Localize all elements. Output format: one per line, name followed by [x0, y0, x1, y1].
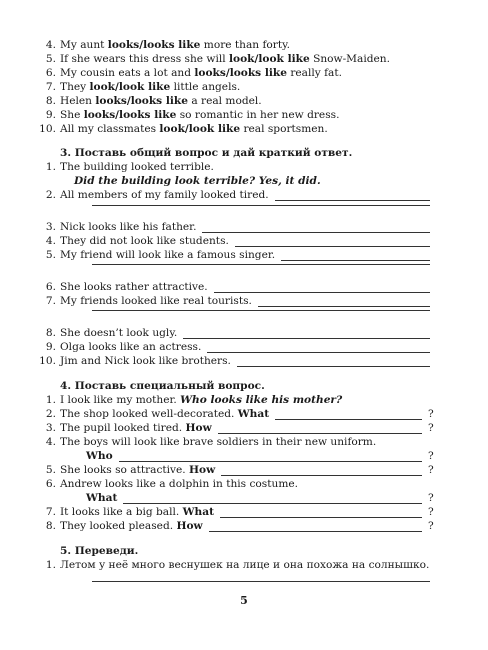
- sentence-text: She: [60, 109, 84, 121]
- item-number: 9.: [45, 109, 56, 121]
- sentence-text: I look like my mother.: [60, 394, 181, 406]
- item-number: 3.: [45, 422, 56, 434]
- sentence-text: The building looked terrible.: [60, 161, 214, 173]
- option-pair: look/look like: [89, 81, 171, 93]
- exercise-prev-item: [45, 80, 440, 94]
- item-number: 4.: [45, 436, 56, 448]
- question-word: What: [182, 506, 214, 518]
- sentence-text: She doesn’t look ugly.: [60, 327, 178, 339]
- question-mark: ?: [428, 492, 434, 504]
- sentence-text: a real model.: [187, 95, 262, 107]
- item-number: 9.: [45, 341, 56, 353]
- option-pair: looks/looks like: [83, 109, 177, 121]
- question-mark: ?: [428, 506, 434, 518]
- item-number: 6.: [45, 281, 56, 293]
- exercise-3-title: 3. Поставь общий вопрос и дай краткий ответ.: [60, 147, 353, 159]
- question-mark: ?: [428, 520, 434, 532]
- sentence-text: All my classmates: [60, 123, 160, 135]
- sentence-text: She looks rather attractive.: [60, 281, 208, 293]
- exercise-5-item: [45, 558, 440, 572]
- sentence-text: They: [60, 81, 90, 93]
- exercise-4-item: [45, 435, 440, 449]
- exercise-prev-item: [45, 108, 440, 122]
- exercise-3-item: [45, 160, 440, 174]
- question-word: How: [189, 464, 216, 476]
- question-word: What: [237, 408, 270, 420]
- item-number: 10.: [39, 355, 56, 367]
- answer-line[interactable]: [220, 517, 422, 518]
- item-number: 8.: [45, 95, 56, 107]
- sentence-text: My aunt: [60, 39, 108, 51]
- option-pair: looks/looks like: [194, 67, 287, 79]
- sentence-text: little angels.: [170, 81, 241, 93]
- exercise-4-item: [45, 477, 440, 491]
- question-word: What: [86, 492, 118, 504]
- page-number: 5: [240, 594, 248, 607]
- sentence-text: Летом у неё много веснушек на лице и она похожа на солнышко.: [60, 559, 430, 571]
- sentence-text: She looks so attractive.: [60, 464, 190, 476]
- item-number: 2.: [45, 408, 56, 420]
- sentence-text: The boys will look like brave soldiers in their new uniform.: [60, 436, 377, 448]
- item-number: 4.: [45, 39, 56, 51]
- exercise-prev-item: [45, 38, 440, 52]
- question-mark: ?: [428, 450, 434, 462]
- item-number: 6.: [45, 478, 56, 490]
- sentence-text: Jim and Nick look like brothers.: [60, 355, 231, 367]
- answer-line[interactable]: [202, 232, 430, 233]
- item-number: 7.: [45, 295, 56, 307]
- example-answer: Who looks like his mother?: [180, 394, 343, 406]
- answer-line[interactable]: [275, 419, 422, 420]
- answer-line[interactable]: [183, 338, 430, 339]
- sentence-text: Nick looks like his father.: [60, 221, 197, 233]
- item-number: 8.: [45, 520, 56, 532]
- answer-line[interactable]: [237, 366, 430, 367]
- option-pair: looks/looks like: [95, 95, 188, 107]
- sentence-text: The shop looked well-decorated.: [60, 408, 238, 420]
- item-number: 3.: [45, 221, 56, 233]
- sentence-text: Olga looks like an actress.: [60, 341, 202, 353]
- answer-line[interactable]: [92, 581, 430, 582]
- item-number: 5.: [45, 53, 56, 65]
- exercise-4-title: 4. Поставь специальный вопрос.: [60, 380, 265, 392]
- exercise-4-item: [45, 393, 440, 407]
- sentence-text: Andrew looks like a dolphin in this costume.: [60, 478, 298, 490]
- exercise-3-item: [74, 174, 454, 188]
- sentence-text: They looked pleased.: [60, 520, 177, 532]
- sentence-text: They did not look like students.: [60, 235, 229, 247]
- exercise-prev-item: [39, 122, 440, 136]
- option-pair: look/look like: [159, 123, 241, 135]
- answer-line[interactable]: [214, 292, 430, 293]
- answer-line[interactable]: [119, 461, 422, 462]
- answer-line[interactable]: [209, 531, 422, 532]
- item-number: 4.: [45, 235, 56, 247]
- question-word: How: [185, 422, 212, 434]
- answer-line[interactable]: [218, 433, 422, 434]
- item-number: 5.: [45, 249, 56, 261]
- item-number: 1.: [45, 559, 56, 571]
- answer-line[interactable]: [258, 306, 430, 307]
- answer-line[interactable]: [221, 475, 422, 476]
- sentence-text: real sportsmen.: [240, 123, 328, 135]
- item-number: 7.: [45, 506, 56, 518]
- option-pair: looks/looks like: [107, 39, 201, 51]
- sentence-text: My friends looked like real tourists.: [60, 295, 252, 307]
- option-pair: look/look like: [229, 53, 310, 65]
- sentence-text: If she wears this dress she will: [60, 53, 230, 65]
- sentence-text: really fat.: [286, 67, 342, 79]
- item-number: 10.: [39, 123, 56, 135]
- exercise-5-title: 5. Переведи.: [60, 545, 139, 557]
- answer-line[interactable]: [275, 200, 430, 201]
- question-mark: ?: [428, 408, 434, 420]
- item-number: 6.: [45, 67, 56, 79]
- answer-line[interactable]: [92, 264, 430, 265]
- item-number: 8.: [45, 327, 56, 339]
- answer-line[interactable]: [123, 503, 422, 504]
- item-number: 2.: [45, 189, 56, 201]
- question-mark: ?: [428, 464, 434, 476]
- example-answer: Did the building look terrible? Yes, it did.: [74, 175, 321, 187]
- question-word: Who: [86, 450, 113, 462]
- item-number: 1.: [45, 394, 56, 406]
- sentence-text: more than forty.: [200, 39, 291, 51]
- sentence-text: It looks like a big ball.: [60, 506, 183, 518]
- question-word: How: [176, 520, 203, 532]
- answer-line[interactable]: [235, 246, 430, 247]
- item-number: 7.: [45, 81, 56, 93]
- exercise-prev-item: [45, 66, 440, 80]
- answer-line[interactable]: [281, 260, 430, 261]
- sentence-text: My friend will look like a famous singer.: [60, 249, 276, 261]
- sentence-text: Helen: [60, 95, 96, 107]
- sentence-text: Snow-Maiden.: [309, 53, 390, 65]
- answer-line[interactable]: [92, 205, 430, 206]
- item-number: 1.: [45, 161, 56, 173]
- answer-line[interactable]: [207, 352, 430, 353]
- sentence-text: All members of my family looked tired.: [60, 189, 269, 201]
- sentence-text: The pupil looked tired.: [60, 422, 186, 434]
- exercise-prev-item: [45, 94, 440, 108]
- item-number: 5.: [45, 464, 56, 476]
- sentence-text: My cousin eats a lot and: [60, 67, 195, 79]
- question-mark: ?: [428, 422, 434, 434]
- sentence-text: so romantic in her new dress.: [176, 109, 340, 121]
- answer-line[interactable]: [92, 310, 430, 311]
- exercise-prev-item: [45, 52, 440, 66]
